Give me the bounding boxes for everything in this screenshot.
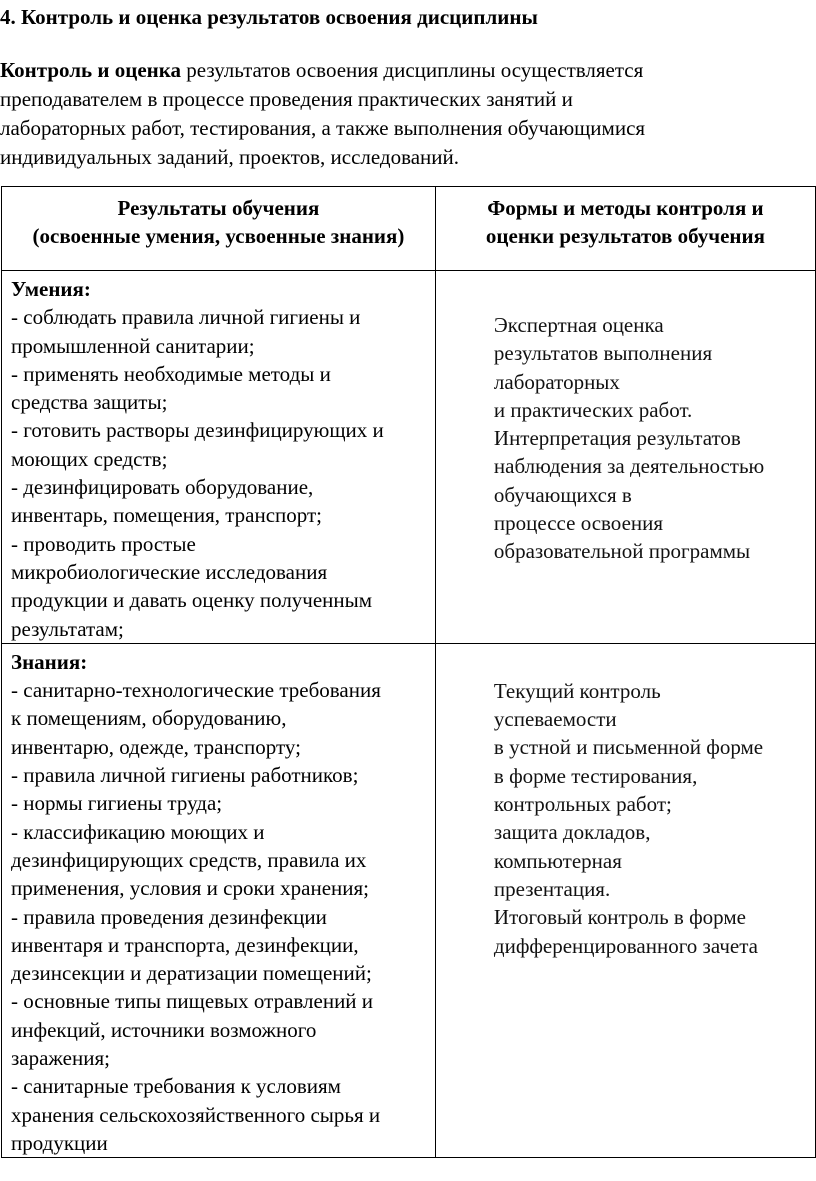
intro-line: лабораторных работ, тестирования, а также выполнения обучающимися [0, 116, 646, 140]
knowledge-line: - основные типы пищевых отравлений и [11, 989, 374, 1014]
col2-header-line: Формы и методы контроля и [487, 196, 764, 220]
knowledge-line: - правила личной гигиены работников; [11, 763, 359, 788]
method-line: обучающихся в [493, 482, 632, 507]
intro-line: преподавателем в процессе проведения практических занятий и [0, 87, 573, 111]
col2-header-line: оценки результатов обучения [485, 224, 765, 249]
method-line: образовательной программы [493, 539, 751, 564]
skill-line: инвентарь, помещения, транспорт; [11, 503, 323, 528]
results-control-table [1, 186, 816, 1158]
knowledge-line: хранения сельскохозяйственного сырья и [11, 1102, 381, 1127]
skill-line: средства защиты; [11, 390, 168, 415]
knowledge-line: продукции [11, 1130, 108, 1155]
skill-line: моющих средств; [11, 446, 168, 471]
method-line: в форме тестирования, [493, 763, 698, 788]
table-header-row [2, 187, 816, 271]
method-line: процессе освоения [493, 511, 664, 536]
skill-line: - соблюдать правила личной гигиены и [11, 305, 361, 330]
col1-header-line: Результаты обучения [117, 196, 320, 220]
skills-row [2, 271, 816, 644]
intro-line [0, 56, 816, 85]
section-heading: 4. Контроль и оценка результатов освоения дисциплины [0, 5, 538, 29]
col1-header [2, 187, 436, 271]
skill-line: - дезинфицировать оборудование, [11, 475, 314, 500]
method-line: Интерпретация результатов [493, 426, 741, 451]
knowledge-line: - санитарно-технологические требования [11, 678, 381, 703]
knowledge-title: Знания: [11, 649, 88, 674]
skills-methods-cell [435, 271, 815, 644]
method-line: результатов выполнения [493, 341, 713, 366]
skill-line: микробиологические исследования [11, 559, 328, 584]
knowledge-line: инвентаря и транспорта, дезинфекции, [11, 932, 359, 957]
knowledge-line: дезинсекции и дератизации помещений; [11, 961, 372, 986]
method-line: лабораторных [493, 369, 620, 394]
col2-header [435, 187, 815, 271]
method-line: контрольных работ; [493, 792, 672, 817]
skill-line: - применять необходимые методы и [11, 361, 331, 386]
knowledge-line: - санитарные требования к условиям [11, 1074, 341, 1099]
skill-line: продукции и давать оценку полученным [11, 588, 373, 613]
knowledge-methods-cell [435, 643, 815, 1157]
intro-bold-phrase: Контроль и оценка [0, 58, 182, 82]
method-line: презентация. [493, 876, 611, 901]
intro-line-text: результатов освоения дисциплины осуществляется [181, 58, 644, 82]
method-line: и практических работ. [493, 397, 693, 422]
method-line: компьютерная [493, 848, 622, 873]
knowledge-line: инвентарю, одежде, транспорту; [11, 734, 301, 759]
skills-title: Умения: [11, 277, 91, 301]
intro-paragraph [0, 56, 816, 172]
skill-line: - проводить простые [11, 531, 196, 556]
method-line: наблюдения за деятельностью [493, 454, 765, 479]
method-line: Текущий контроль [493, 678, 661, 703]
method-line: в устной и письменной форме [493, 735, 764, 760]
knowledge-line: дезинфицирующих средств, правила их [11, 847, 367, 872]
knowledge-line: - правила проведения дезинфекции [11, 904, 327, 929]
skills-cell [2, 271, 436, 644]
method-line: успеваемости [493, 707, 617, 732]
skill-line: - готовить растворы дезинфицирующих и [11, 418, 384, 443]
knowledge-line: заражения; [11, 1046, 110, 1071]
knowledge-line: инфекций, источники возможного [11, 1017, 317, 1042]
skill-line: результатам; [11, 616, 124, 641]
col1-header-line: (освоенные умения, усвоенные знания) [32, 224, 405, 249]
knowledge-line: - нормы гигиены труда; [11, 791, 223, 816]
skill-line: промышленной санитарии; [11, 333, 255, 358]
knowledge-line: - классификацию моющих и [11, 819, 265, 844]
method-line: Итоговый контроль в форме [493, 905, 746, 930]
intro-line: индивидуальных заданий, проектов, исследований. [0, 145, 460, 169]
method-line: Экспертная оценка [493, 313, 664, 337]
method-line: дифференцированного зачета [493, 933, 758, 958]
knowledge-line: к помещениям, оборудованию, [11, 706, 287, 731]
knowledge-row [2, 643, 816, 1157]
knowledge-line: применения, условия и сроки хранения; [11, 876, 369, 901]
knowledge-cell [2, 643, 436, 1157]
method-line: защита докладов, [493, 820, 651, 845]
